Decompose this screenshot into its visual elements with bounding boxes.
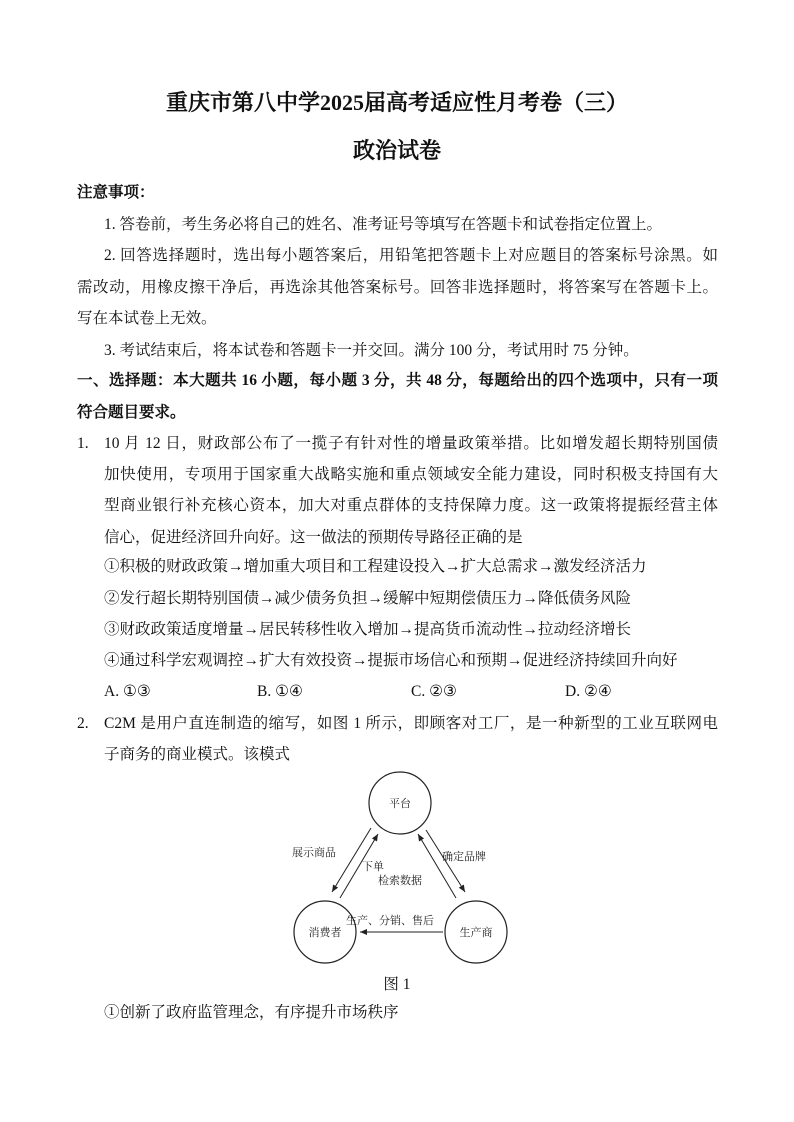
statement: ②发行超长期特别国债→减少债务负担→缓解中短期偿债压力→降低债务风险 bbox=[104, 590, 632, 607]
choice-d: D. ②④ bbox=[565, 683, 612, 700]
question-number: 2. bbox=[77, 715, 89, 732]
section-heading: 一、选择题：本大题共 16 小题，每小题 3 分，共 48 分，每题给出的四个选项中，只有一项 bbox=[77, 372, 718, 389]
statement: ①创新了政府监管理念，有序提升市场秩序 bbox=[104, 1004, 399, 1021]
node-label: 生产商 bbox=[459, 926, 493, 939]
node-label: 平台 bbox=[389, 797, 411, 810]
c2m-diagram bbox=[280, 768, 520, 968]
notice-line: 写在本试卷上无效。 bbox=[77, 310, 217, 327]
choice-c: C. ②③ bbox=[411, 683, 457, 700]
arrow-search-data bbox=[418, 834, 456, 898]
node-label: 消费者 bbox=[308, 926, 342, 939]
question-stem: C2M 是用户直连制造的缩写，如图 1 所示，即顾客对工厂，是一种新型的工业互联网电 bbox=[104, 715, 718, 732]
figure-caption: 图 1 bbox=[383, 976, 411, 993]
notice-line: 2. 回答选择题时，选出每小题答案后，用铅笔把答题卡上对应题目的答案标号涂黑。如 bbox=[104, 247, 718, 264]
edge-label: 生产、分销、售后 bbox=[346, 914, 434, 927]
edge-label: 确定品牌 bbox=[442, 850, 486, 863]
section-heading: 符合题目要求。 bbox=[77, 404, 186, 421]
edge-label: 展示商品 bbox=[292, 846, 336, 859]
notice-line: 3. 考试结束后，将本试卷和答题卡一并交回。满分 100 分，考试用时 75 分钟。 bbox=[104, 342, 639, 359]
question-stem: 10 月 12 日，财政部公布了一揽子有针对性的增量政策举措。比如增发超长期特别国债 bbox=[104, 435, 718, 452]
edge-label: 检索数据 bbox=[378, 874, 422, 887]
exam-title: 重庆市第八中学2025届高考适应性月考卷（三） bbox=[165, 90, 628, 115]
question-stem: 信心，促进经济回升向好。这一做法的预期传导路径正确的是 bbox=[104, 529, 523, 546]
choice-a: A. ①③ bbox=[104, 683, 151, 700]
notice-line: 需改动，用橡皮擦干净后，再选涂其他答案标号。回答非选择题时，将答案写在答题卡上。 bbox=[77, 279, 718, 296]
statement: ④通过科学宏观调控→扩大有效投资→提振市场信心和预期→促进经济持续回升向好 bbox=[104, 652, 678, 669]
question-stem: 加快使用，专项用于国家重大战略实施和重点领域安全能力建设，同时积极支持国有大 bbox=[104, 466, 718, 483]
notice-line: 1. 答卷前，考生务必将自己的姓名、准考证号等填写在答题卡和试卷指定位置上。 bbox=[104, 216, 663, 233]
statement: ①积极的财政政策→增加重大项目和工程建设投入→扩大总需求→激发经济活力 bbox=[104, 558, 647, 575]
edge-label: 下单 bbox=[362, 860, 384, 873]
exam-subject: 政治试卷 bbox=[352, 138, 441, 163]
question-number: 1. bbox=[77, 435, 89, 452]
choice-b: B. ①④ bbox=[257, 683, 303, 700]
question-stem: 型商业银行补充核心资本，加大对重点群体的支持保障力度。这一政策将提振经营主体 bbox=[104, 497, 718, 514]
statement: ③财政政策适度增量→居民转移性收入增加→提高货币流动性→拉动经济增长 bbox=[104, 621, 632, 638]
notice-heading: 注意事项： bbox=[77, 184, 155, 201]
question-stem: 子商务的商业模式。该模式 bbox=[104, 746, 291, 763]
